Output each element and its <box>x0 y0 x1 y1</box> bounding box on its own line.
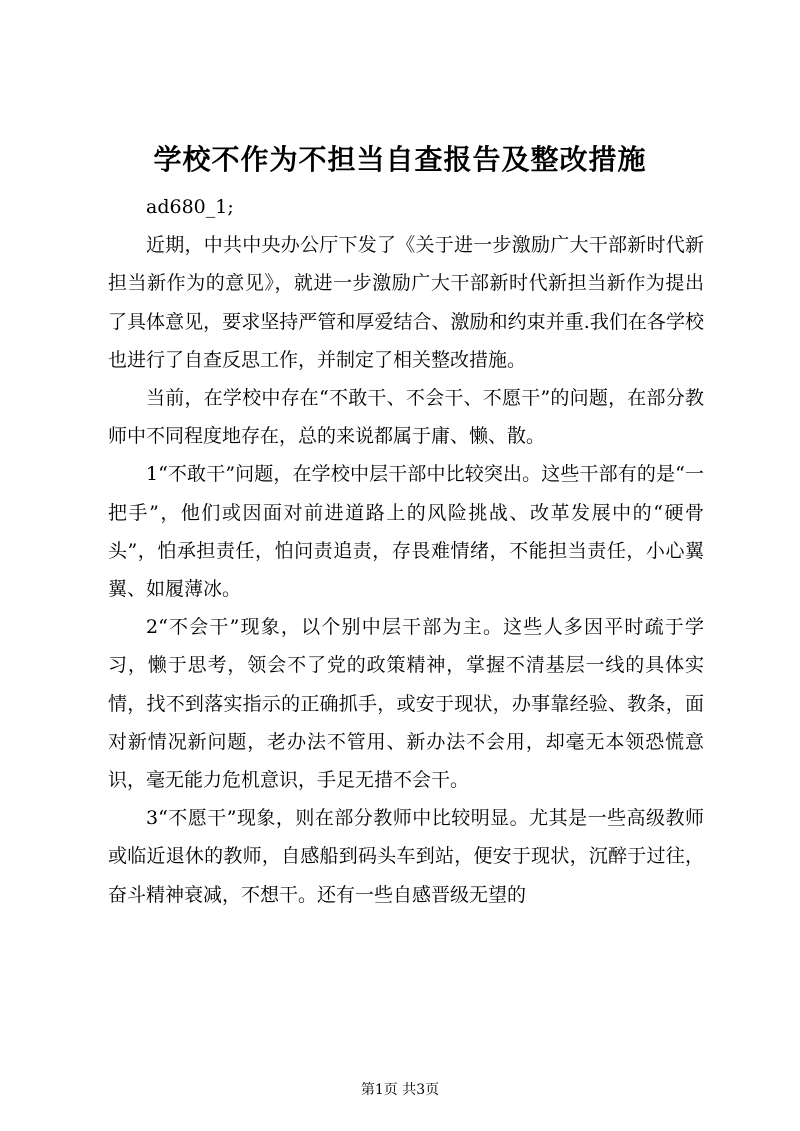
paragraph-cannot: 2“不会干”现象，以个别中层干部为主。这些人多因平时疏于学习，懒于思考，领会不了党的政策精神，掌握不清基层一线的具体实情，找不到落实指示的正确抓手，或安于现状，办事靠经验、教条，面对新情况新问题，老办法不管用、新办法不会用，却毫无本领恐慌意识，毫无能力危机意识，手足无措不会干。 <box>108 616 704 792</box>
document-title: 学校不作为不担当自查报告及整改措施 <box>153 143 647 176</box>
paragraph-intro: 近期，中共中央办公厅下发了《关于进一步激励广大干部新时代新担当新作为的意见》，就进一步激励广大干部新时代新担当新作为提出了具体意见，要求坚持严管和厚爱结合、激励和约束并重.我们在各学校也进行了自查反思工作，并制定了相关整改措施。 <box>108 234 704 371</box>
paragraph-code: ad680_1; <box>146 196 234 218</box>
paragraph-unwilling: 3“不愿干”现象，则在部分教师中比较明显。尤其是一些高级教师或临近退休的教师，自感船到码头车到站，便安于现状，沉醉于过往，奋斗精神衰减，不想干。还有一些自感晋级无望的 <box>108 807 704 906</box>
paragraph-problem-summary: 当前，在学校中存在“不敢干、不会干、不愿干”的问题，在部分教师中不同程度地存在，总的来说都属于庸、懒、散。 <box>108 387 704 448</box>
document-body <box>108 188 704 914</box>
page-number-footer: 第1页 共3页 <box>360 1082 440 1098</box>
paragraph-dare-not: 1“不敢干”问题，在学校中层干部中比较突出。这些干部有的是“一把手”，他们或因面对前进道路上的风险挑战、改革发展中的“硬骨头”，怕承担责任，怕问责追责，存畏难情绪，不能担当责任，小心翼翼、如履薄冰。 <box>108 463 704 601</box>
